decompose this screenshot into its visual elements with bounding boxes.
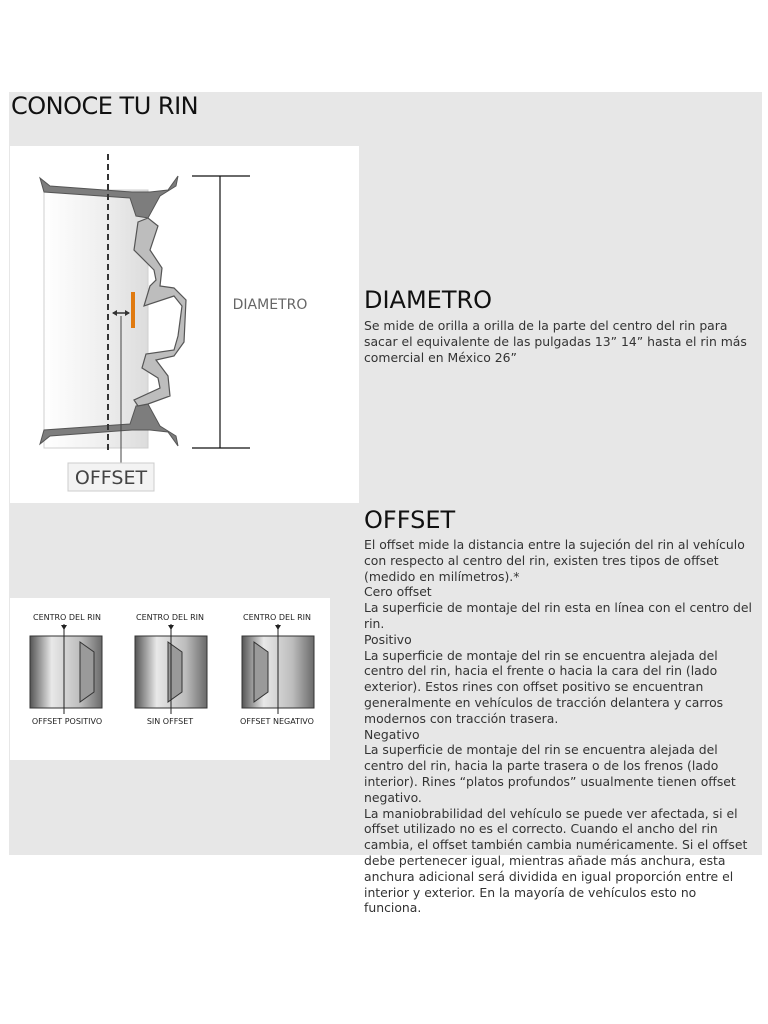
- diametro-figure: [10, 146, 359, 503]
- cero-offset-text: La superficie de montaje del rin esta en línea con el centro del rin.: [364, 600, 752, 631]
- offset-type-label: OFFSET NEGATIVO: [240, 717, 314, 726]
- offset-types-figure: [10, 598, 330, 760]
- wheel-offset-negativo: [240, 613, 314, 726]
- hub-face: [80, 642, 94, 702]
- center-marker: [275, 625, 281, 630]
- diametro-heading: DIAMETRO: [364, 286, 493, 314]
- offset-text: [364, 537, 756, 916]
- center-marker: [168, 625, 174, 630]
- centro-del-rin-label: CENTRO DEL RIN: [32, 613, 102, 622]
- hub-face: [254, 642, 268, 702]
- diametro-text: Se mide de orilla a orilla de la parte del centro del rin para sacar el equivalente de las pulgadas 13” 14” hasta el rin más comercial en México 26”: [364, 318, 747, 365]
- offset-type-label: SIN OFFSET: [146, 717, 194, 726]
- centro-del-rin-label: CENTRO DEL RIN: [242, 613, 312, 622]
- negativo-text: La superficie de montaje del rin se encuentra alejada del centro del rin, hacia la parte trasera o de los frenos (lado interior). Rines “platos profundos” usualmente tienen offset negativo.: [364, 742, 736, 805]
- wheel-sin-offset: [135, 613, 207, 726]
- offset-types-diagram: [10, 598, 330, 760]
- offset-type-label: OFFSET POSITIVO: [31, 717, 103, 726]
- wheel-cross-section-diagram: [10, 146, 359, 503]
- cero-offset-label: Cero offset: [364, 584, 432, 600]
- mounting-surface-marker: [131, 292, 135, 328]
- positivo-label: Positivo: [364, 631, 412, 647]
- negativo-label: Negativo: [364, 726, 420, 742]
- offset-label: OFFSET: [74, 467, 148, 489]
- diametro-label: DIAMETRO: [232, 297, 308, 313]
- maniobrabilidad-text: La maniobrabilidad del vehículo se puede ver afectada, si el offset utilizado no es el correcto. Cuando el ancho del rin cambia, el offset también cambia numéricamente. Si el offset debe pertenecer igual, mientras añade más anchura, esta anchura adicional será dividida en igual proporción entre el interior y exterior. En la mayoría de vehículos esto no funciona.: [364, 805, 748, 916]
- page-title: CONOCE TU RIN: [11, 92, 199, 120]
- positivo-text: La superficie de montaje del rin se encuentra alejada del centro del rin, hacia el frente o hacia la cara del rin (lado exterior). Estos rines con offset positivo se encuentran generalmente en vehículos de tracción delantera y carros modernos con tracción trasera.: [364, 647, 724, 726]
- hub-face: [168, 642, 182, 702]
- offset-heading: OFFSET: [364, 506, 456, 534]
- wheel-offset-positivo: [30, 613, 102, 726]
- offset-intro: El offset mide la distancia entre la sujeción del rin al vehículo con respecto al centro del rin, existen tres tipos de offset (medido en milímetros).*: [364, 537, 745, 584]
- centro-del-rin-label: CENTRO DEL RIN: [135, 613, 205, 622]
- center-marker: [61, 625, 67, 630]
